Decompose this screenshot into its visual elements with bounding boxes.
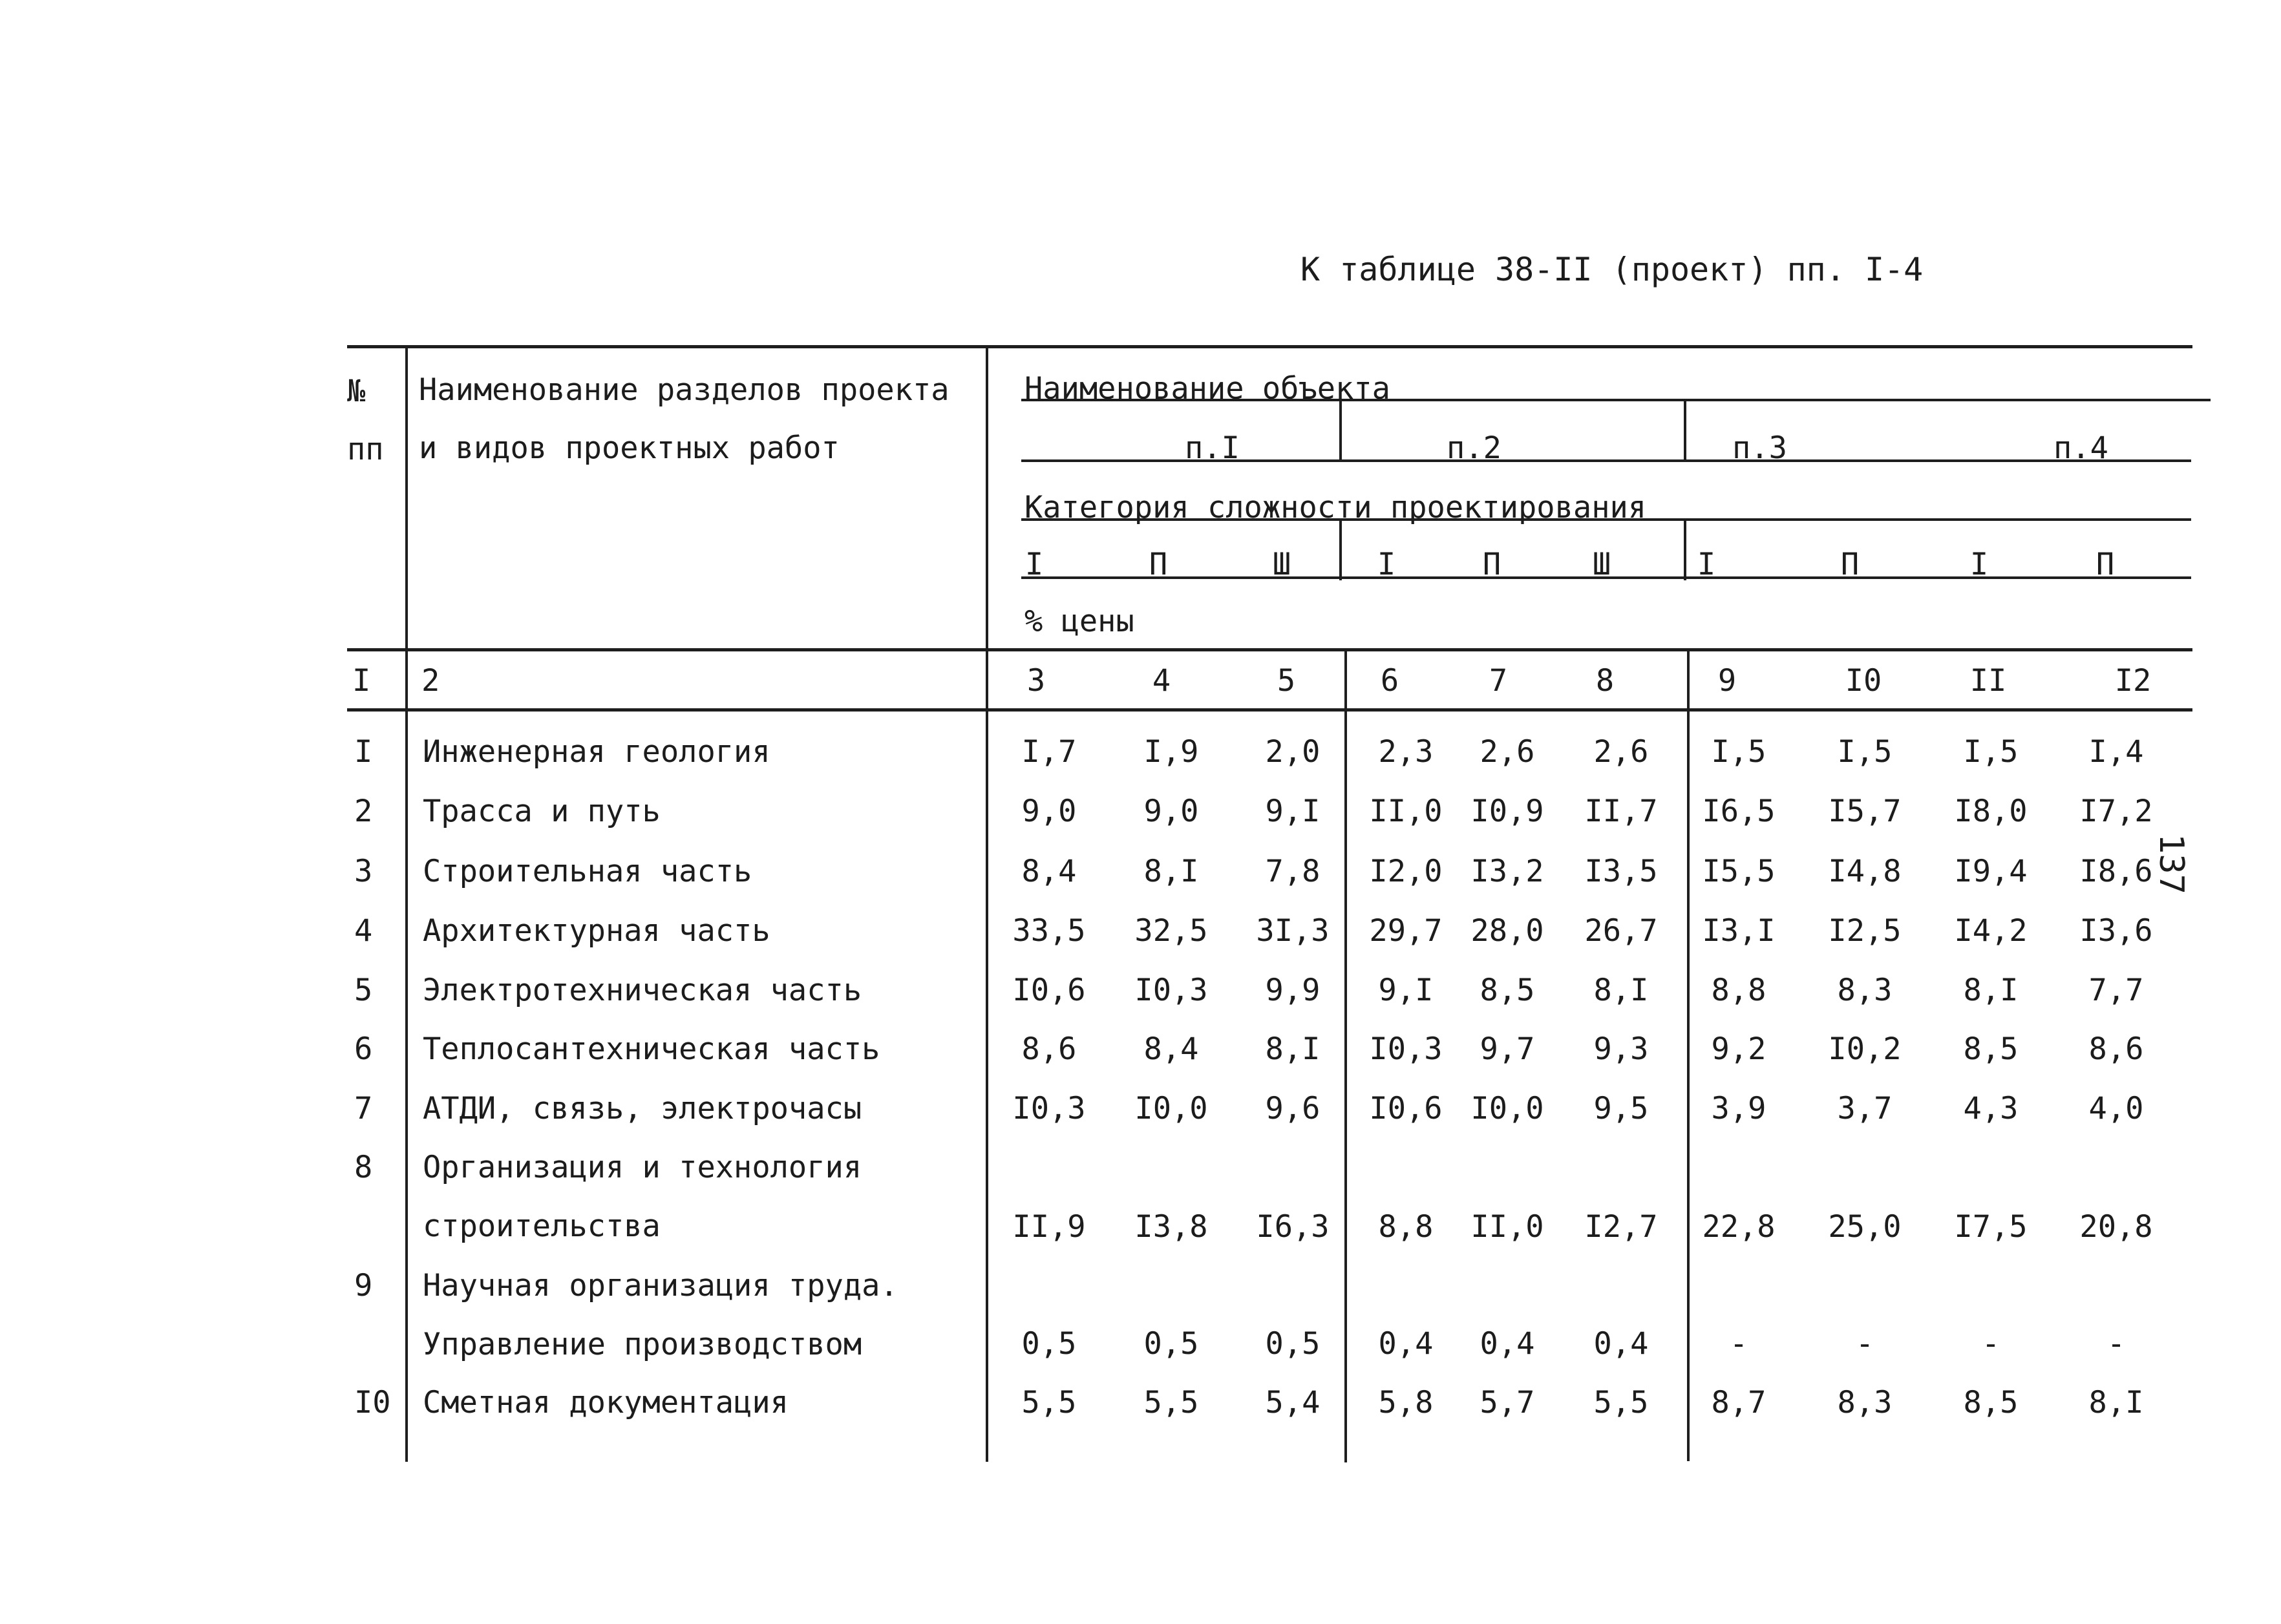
- cell-value: 8,4: [1021, 854, 1077, 889]
- column-numbers-rule: [347, 708, 2192, 712]
- column-number: 8: [1595, 663, 1615, 699]
- cell-value: 5,4: [1265, 1385, 1321, 1420]
- cell-value: 9,I: [1378, 973, 1434, 1008]
- row-name: Архитектурная часть: [423, 913, 770, 949]
- cell-value: 0,5: [1143, 1326, 1199, 1362]
- cell-value: I0,6: [1369, 1091, 1443, 1126]
- row-number: 9: [354, 1268, 373, 1303]
- cell-value: 0,4: [1593, 1326, 1649, 1362]
- object1-divider-upper: [1339, 399, 1342, 461]
- cell-value: I,7: [1021, 734, 1077, 770]
- cell-value: 8,I: [1265, 1031, 1321, 1067]
- cell-value: II,0: [1369, 794, 1443, 829]
- row-name: Сметная документация: [423, 1385, 789, 1420]
- object1-divider-body: [1344, 648, 1347, 1462]
- cell-value: 8,I: [1963, 973, 2019, 1008]
- row-number: 8: [354, 1150, 373, 1185]
- object2-divider-lower: [1684, 518, 1686, 580]
- cell-value: -: [1729, 1326, 1748, 1362]
- cell-value: I,4: [2088, 734, 2144, 770]
- table-caption: К таблице 38-II (проект) пп. I-4: [1300, 251, 1924, 288]
- cell-value: 9,0: [1143, 794, 1199, 829]
- name-col-header: Наименование разделов проекта: [419, 372, 950, 408]
- cell-value: I,5: [1963, 734, 2019, 770]
- cell-value: I0,3: [1369, 1031, 1443, 1067]
- row-number: 4: [354, 913, 373, 949]
- cell-value: 29,7: [1369, 913, 1443, 949]
- column-number: 5: [1277, 663, 1296, 699]
- column-number: 2: [421, 663, 440, 699]
- row-name: Теплосантехническая часть: [423, 1031, 880, 1067]
- cell-value: -: [1855, 1326, 1874, 1362]
- cell-value: 26,7: [1584, 913, 1658, 949]
- column-number: 3: [1026, 663, 1046, 699]
- page-number: 137: [2152, 834, 2191, 894]
- category-label: Категория сложности проектирования: [1024, 490, 1647, 525]
- cell-value: 8,6: [1021, 1031, 1077, 1067]
- cell-value: 2,3: [1378, 734, 1434, 770]
- column-number: 7: [1489, 663, 1508, 699]
- column-number: I2: [2114, 663, 2152, 699]
- cell-value: 5,8: [1378, 1385, 1434, 1420]
- cell-value: 8,5: [1963, 1031, 2019, 1067]
- cell-value: I8,0: [1954, 794, 2028, 829]
- cell-value: 2,6: [1593, 734, 1649, 770]
- row-name: Электротехническая часть: [423, 973, 862, 1008]
- cell-value: 28,0: [1470, 913, 1544, 949]
- cell-value: 0,4: [1480, 1326, 1535, 1362]
- cell-value: I2,0: [1369, 854, 1443, 889]
- row-number: 7: [354, 1091, 373, 1126]
- cell-value: -: [2106, 1326, 2126, 1362]
- cell-value: 7,7: [2088, 973, 2144, 1008]
- cell-value: I0,0: [1470, 1091, 1544, 1126]
- cell-value: 5,7: [1480, 1385, 1535, 1420]
- object2-divider-body: [1687, 648, 1690, 1461]
- cell-value: 8,3: [1837, 973, 1893, 1008]
- cell-value: 9,9: [1265, 973, 1321, 1008]
- cell-value: 33,5: [1012, 913, 1086, 949]
- object-1: п.I: [1185, 430, 1240, 466]
- category-5: П: [1482, 547, 1501, 582]
- cell-value: I3,8: [1134, 1209, 1208, 1245]
- cell-value: 3,7: [1837, 1091, 1893, 1126]
- cell-value: I0,6: [1012, 973, 1086, 1008]
- cell-value: I3,6: [2079, 913, 2153, 949]
- cell-value: 9,I: [1265, 794, 1321, 829]
- cell-value: 0,5: [1265, 1326, 1321, 1362]
- cell-value: I,9: [1143, 734, 1199, 770]
- header-bottom-rule: [347, 648, 2192, 651]
- cell-value: 5,5: [1021, 1385, 1077, 1420]
- cell-value: I5,7: [1828, 794, 1902, 829]
- cell-value: I0,0: [1134, 1091, 1208, 1126]
- cell-value: 2,6: [1480, 734, 1535, 770]
- cell-value: 8,7: [1711, 1385, 1766, 1420]
- table-top-rule: [347, 345, 2192, 348]
- num-col-divider: [405, 345, 408, 1462]
- object-label: Наименование объекта: [1024, 371, 1390, 406]
- row-name: Строительная часть: [423, 854, 752, 889]
- name-col-header-2: и видов проектных работ: [419, 430, 840, 466]
- unit-label: % цены: [1024, 604, 1134, 639]
- cell-value: II,9: [1012, 1209, 1086, 1245]
- cell-value: I2,7: [1584, 1209, 1658, 1245]
- cell-value: 7,8: [1265, 854, 1321, 889]
- row-name: строительства: [423, 1208, 661, 1244]
- row-number: 5: [354, 973, 373, 1008]
- cell-value: 9,5: [1593, 1091, 1649, 1126]
- row-name: Инженерная геология: [423, 734, 770, 770]
- cell-value: I3,2: [1470, 854, 1544, 889]
- row-name: Управление производством: [423, 1327, 862, 1362]
- name-col-divider: [986, 345, 988, 1462]
- cell-value: 5,5: [1593, 1385, 1649, 1420]
- row-number: 6: [354, 1031, 373, 1067]
- cell-value: 9,3: [1593, 1031, 1649, 1067]
- cell-value: 8,5: [1480, 973, 1535, 1008]
- object1-divider-lower: [1339, 518, 1342, 580]
- cell-value: I7,5: [1954, 1209, 2028, 1245]
- cell-value: II,7: [1584, 794, 1658, 829]
- cell-value: I,5: [1711, 734, 1766, 770]
- row-name: Научная организация труда.: [423, 1268, 898, 1303]
- cell-value: 8,8: [1378, 1209, 1434, 1245]
- cell-value: 3I,3: [1256, 913, 1330, 949]
- column-number: II: [1969, 663, 2007, 699]
- cell-value: 0,5: [1021, 1326, 1077, 1362]
- category-2: П: [1149, 547, 1168, 582]
- row-name: АТДИ, связь, электрочасы: [423, 1091, 862, 1126]
- cell-value: 8,8: [1711, 973, 1766, 1008]
- cell-value: 8,I: [1593, 973, 1649, 1008]
- cell-value: I6,3: [1256, 1209, 1330, 1245]
- cell-value: I0,9: [1470, 794, 1544, 829]
- cell-value: II,0: [1470, 1209, 1544, 1245]
- cell-value: I4,8: [1828, 854, 1902, 889]
- category-6: Ш: [1592, 547, 1611, 582]
- row-name: Организация и технология: [423, 1150, 862, 1185]
- cell-value: I3,I: [1702, 913, 1776, 949]
- cell-value: I3,5: [1584, 854, 1658, 889]
- cell-value: I6,5: [1702, 794, 1776, 829]
- cell-value: 9,0: [1021, 794, 1077, 829]
- object-3: п.3: [1732, 430, 1787, 466]
- cell-value: 8,5: [1963, 1385, 2019, 1420]
- cell-value: 32,5: [1134, 913, 1208, 949]
- cell-value: 8,I: [1143, 854, 1199, 889]
- category-3: Ш: [1272, 547, 1291, 582]
- row-number: I: [354, 734, 373, 770]
- cell-value: I9,4: [1954, 854, 2028, 889]
- cell-value: I0,3: [1134, 973, 1208, 1008]
- cell-value: I0,2: [1828, 1031, 1902, 1067]
- num-col-header: №: [347, 374, 366, 409]
- cell-value: 22,8: [1702, 1209, 1776, 1245]
- num-col-header-2: пп: [347, 432, 384, 467]
- cell-value: 20,8: [2079, 1209, 2153, 1245]
- cell-value: 2,0: [1265, 734, 1321, 770]
- cell-value: I8,6: [2079, 854, 2153, 889]
- row-name: Трасса и путь: [423, 794, 661, 829]
- cell-value: 5,5: [1143, 1385, 1199, 1420]
- category-4: I: [1377, 547, 1396, 582]
- cell-value: 8,3: [1837, 1385, 1893, 1420]
- category-1: I: [1024, 547, 1044, 582]
- category-7: I: [1697, 547, 1716, 582]
- cell-value: 8,4: [1143, 1031, 1199, 1067]
- cell-value: I5,5: [1702, 854, 1776, 889]
- column-number: I0: [1845, 663, 1882, 699]
- object2-divider-upper: [1684, 399, 1686, 461]
- cell-value: -: [1981, 1326, 2000, 1362]
- category-10: П: [2095, 547, 2115, 582]
- cell-value: 8,I: [2088, 1385, 2144, 1420]
- row-number: I0: [354, 1385, 391, 1420]
- category-9: I: [1969, 547, 1989, 582]
- object-4: п.4: [2053, 430, 2108, 466]
- cell-value: 25,0: [1828, 1209, 1902, 1245]
- cell-value: 4,0: [2088, 1091, 2144, 1126]
- cell-value: 8,6: [2088, 1031, 2144, 1067]
- category-8: П: [1840, 547, 1860, 582]
- cell-value: I7,2: [2079, 794, 2153, 829]
- cell-value: 9,2: [1711, 1031, 1766, 1067]
- column-number: 4: [1152, 663, 1171, 699]
- column-number: I: [352, 663, 371, 699]
- cell-value: 0,4: [1378, 1326, 1434, 1362]
- object-2: п.2: [1447, 430, 1501, 466]
- cell-value: I2,5: [1828, 913, 1902, 949]
- cell-value: 9,7: [1480, 1031, 1535, 1067]
- cell-value: I0,3: [1012, 1091, 1086, 1126]
- cell-value: 4,3: [1963, 1091, 2019, 1126]
- cell-value: I4,2: [1954, 913, 2028, 949]
- cell-value: I,5: [1837, 734, 1893, 770]
- cell-value: 3,9: [1711, 1091, 1766, 1126]
- row-number: 2: [354, 794, 373, 829]
- row-number: 3: [354, 854, 373, 889]
- column-number: 6: [1380, 663, 1399, 699]
- column-number: 9: [1717, 663, 1737, 699]
- cell-value: 9,6: [1265, 1091, 1321, 1126]
